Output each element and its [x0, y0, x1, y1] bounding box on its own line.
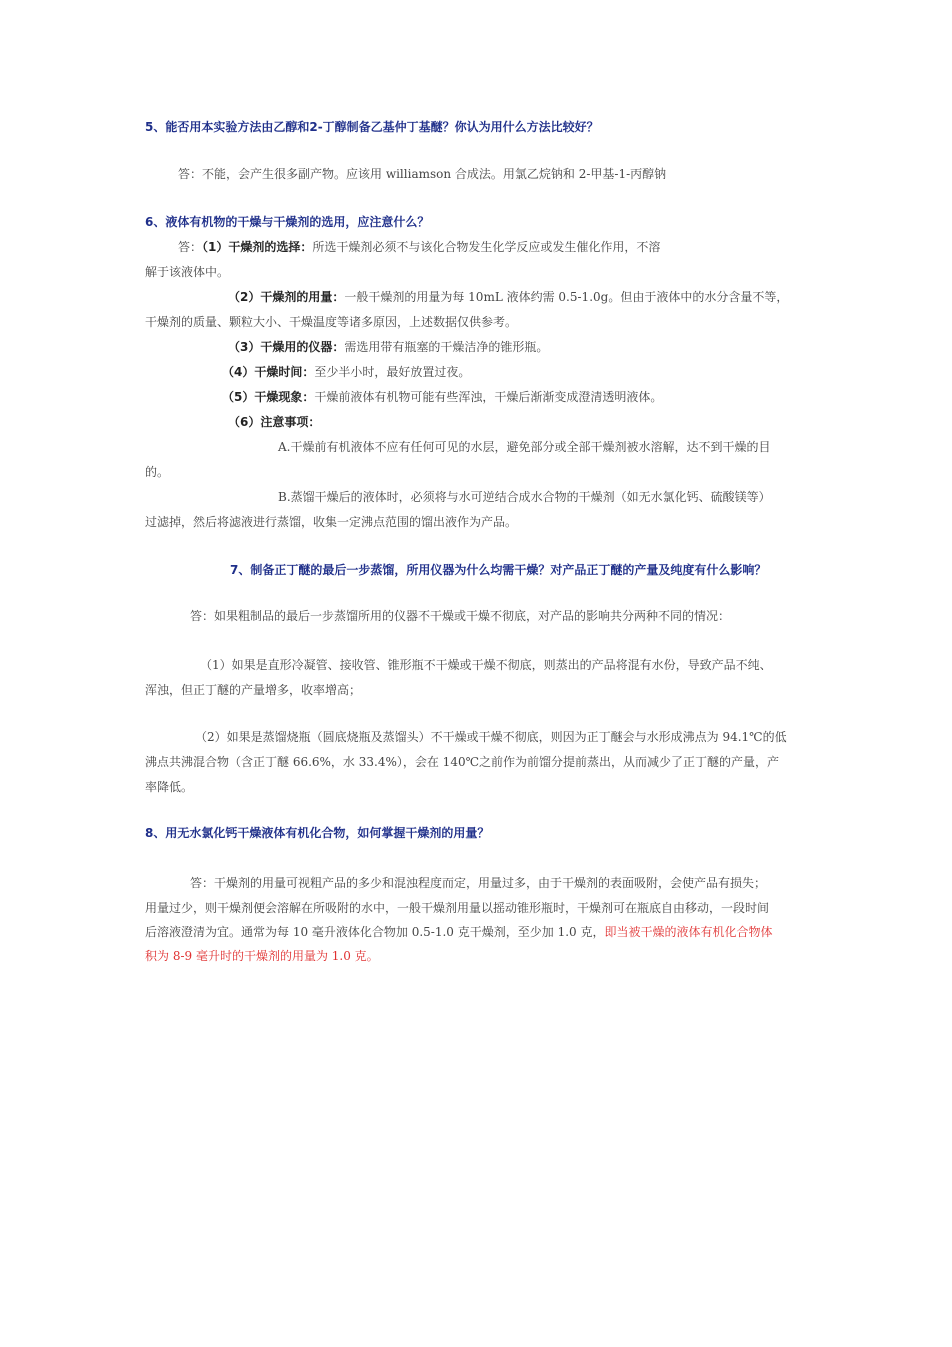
item-4-label: （4）干燥时间：: [222, 365, 315, 379]
question-8-title: 8、用无水氯化钙干燥液体有机化合物，如何掌握干燥剂的用量？: [145, 826, 490, 840]
q6-item-1-cont: 解于该液体中。: [145, 265, 230, 279]
q6-note-a-cont: 的。: [145, 465, 170, 479]
answer-4-end: 。: [366, 949, 379, 963]
q6-item-2: [228, 288, 788, 306]
question-6-title: 6、液体有机物的干燥与干燥剂的选用，应注意什么？: [145, 215, 430, 229]
item-5-label: （5）干燥现象：: [222, 390, 315, 404]
q7-case-1: （1）如果是直形冷凝管、接收管、锥形瓶不干燥或干燥不彻底，则蒸出的产品将混有水份，导致产品不纯、: [200, 658, 772, 672]
answer-3-highlight: 即当被干燥的液体有机化合物体: [604, 925, 773, 939]
item-1-text: 所选干燥剂必须不与该化合物发生化学反应或发生催化作用，不溶: [312, 240, 661, 254]
answer-4-highlight: 积为 8-9 毫升时的干燥剂的用量为 1.0 克: [145, 949, 367, 963]
item-5-text: 干燥前液体有机物可能有些浑浊，干燥后渐渐变成澄清透明液体。: [314, 390, 663, 404]
item-6-label: （6）注意事项：: [228, 415, 321, 429]
q6-item-2-cont: 干燥剂的质量、颗粒大小、干燥温度等诸多原因，上述数据仅供参考。: [145, 315, 518, 329]
question-5-answer: 答：不能，会产生很多副产物。应该用 williamson 合成法。用氯乙烷钠和 2-甲基-1-丙醇钠: [178, 167, 667, 181]
answer-3-text: 后溶液澄清为宜。通常为每 10 毫升液体化合物加 0.5-1.0 克干燥剂，至少加 1.0 克，: [145, 925, 605, 939]
item-2-label: （2）干燥剂的用量：: [228, 290, 345, 304]
question-5-title: 5、能否用本实验方法由乙醇和2-丁醇制备乙基仲丁基醚？你认为用什么方法比较好？: [145, 120, 599, 134]
item-1-label: （1）干燥剂的选择：: [202, 240, 313, 254]
item-2-text: 一般干燥剂的用量为每 10mL 液体约需 0.5-1.0g。但由于液体中的水分含量不等，: [344, 290, 789, 304]
q7-case-2: （2）如果是蒸馏烧瓶（圆底烧瓶及蒸馏头）不干燥或干燥不彻底，则因为正丁醚会与水形成沸点为 94.1℃的低: [195, 730, 787, 744]
question-7-answer: 答：如果粗制品的最后一步蒸馏所用的仪器不干燥或干燥不彻底，对产品的影响共分两种不同的情况：: [190, 609, 731, 623]
q6-item-5: [222, 388, 662, 406]
item-4-text: 至少半小时，最好放置过夜。: [314, 365, 471, 379]
q8-answer-line-2: 用量过少，则干燥剂便会溶解在所吸附的水中，一般干燥剂用量以摇动锥形瓶时，干燥剂可在瓶底自由移动，一段时间: [145, 901, 770, 915]
item-3-label: （3）干燥用的仪器：: [228, 340, 345, 354]
question-7-title: 7、制备正丁醚的最后一步蒸馏，所用仪器为什么均需干燥？对产品正丁醚的产量及纯度有什么影响？: [230, 563, 767, 577]
q6-note-b: B.蒸馏干燥后的液体时，必须将与水可逆结合成水合物的干燥剂（如无水氯化钙、硫酸镁等）: [278, 490, 771, 504]
q7-case-2-cont: 沸点共沸混合物（含正丁醚 66.6%，水 33.4%），会在 140℃之前作为前馏分提前蒸出，从而减少了正丁醚的产量，产: [145, 755, 780, 769]
item-3-text: 需选用带有瓶塞的干燥洁净的锥形瓶。: [344, 340, 549, 354]
q6-item-4: [222, 363, 470, 381]
q7-case-2-cont2: 率降低。: [145, 780, 194, 794]
q8-answer-line-4: [145, 947, 379, 965]
q6-item-3: [228, 338, 548, 356]
q8-answer-line-3: [145, 923, 772, 941]
answer-prefix: 答：: [178, 240, 203, 254]
q6-note-b-cont: 过滤掉，然后将滤液进行蒸馏，收集一定沸点范围的馏出液作为产品。: [145, 515, 518, 529]
q7-case-1-cont: 浑浊，但正丁醚的产量增多，收率增高；: [145, 683, 362, 697]
q6-note-a: A.干燥前有机液体不应有任何可见的水层，避免部分或全部干燥剂被水溶解，达不到干燥的目: [278, 440, 771, 454]
q6-item-1: [178, 238, 660, 256]
q8-answer-line-1: 答：干燥剂的用量可视粗产品的多少和混浊程度而定，用量过多，由于干燥剂的表面吸附，会使产品有损失；: [190, 876, 767, 890]
q6-item-6: [228, 413, 320, 431]
